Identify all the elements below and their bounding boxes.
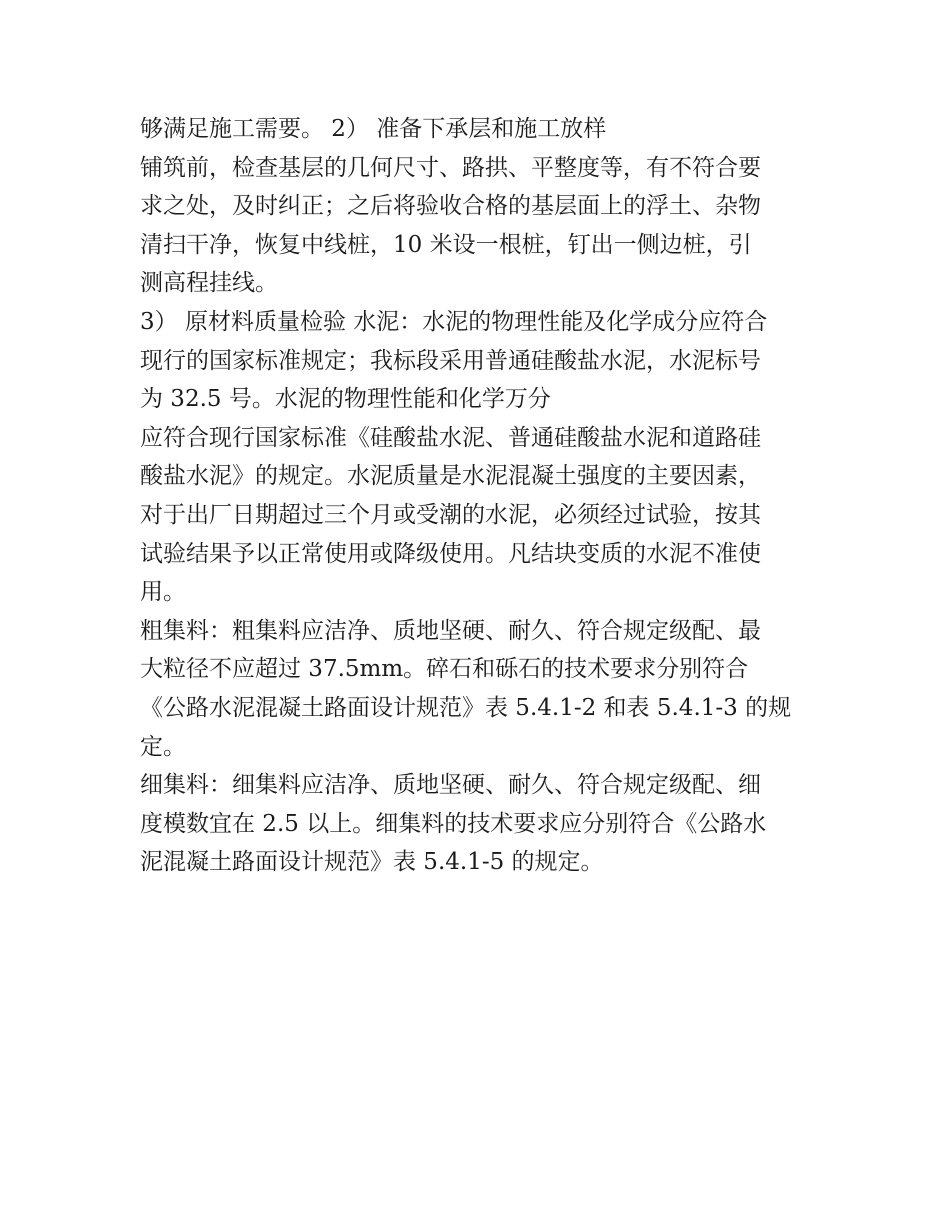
text-line: 现行的国家标准规定；我标段采用普通硅酸盐水泥，水泥标号 xyxy=(140,347,761,374)
text-line: 细集料：细集料应洁净、质地坚硬、耐久、符合规定级配、细 xyxy=(140,772,761,799)
text-line: 对于出厂日期超过三个月或受潮的水泥，必须经过试验，按其 xyxy=(140,501,761,528)
text-line: 粗集料：粗集料应洁净、质地坚硬、耐久、符合规定级配、最 xyxy=(140,617,761,644)
text-line: 铺筑前，检查基层的几何尺寸、路拱、平整度等，有不符合要 xyxy=(140,154,761,181)
text-line: 应符合现行国家标准《硅酸盐水泥、普通硅酸盐水泥和道路硅 xyxy=(140,424,761,451)
text-line: 清扫干净，恢复中线桩，10 米设一根桩，钉出一侧边桩，引 xyxy=(140,231,752,258)
text-line: 泥混凝土路面设计规范》表 5.4.1-5 的规定。 xyxy=(140,849,604,876)
text-line: 大粒径不应超过 37.5mm。碎石和砾石的技术要求分别符合 xyxy=(140,656,749,683)
text-line: 够满足施工需要。 2） 准备下承层和施工放样 xyxy=(140,116,607,142)
text-line: 3） 原材料质量检验 水泥：水泥的物理性能及化学成分应符合 xyxy=(140,308,768,335)
text-line: 度模数宜在 2.5 以上。细集料的技术要求应分别符合《公路水 xyxy=(140,810,767,837)
text-line: 用。 xyxy=(140,579,186,606)
text-line: 试验结果予以正常使用或降级使用。凡结块变质的水泥不准使 xyxy=(140,540,761,567)
text-line: 酸盐水泥》的规定。水泥质量是水泥混凝土强度的主要因素， xyxy=(140,463,761,490)
body-text xyxy=(140,110,830,882)
text-line: 《公路水泥混凝土路面设计规范》表 5.4.1-2 和表 5.4.1-3 的规 xyxy=(140,694,792,721)
text-line: 为 32.5 号。水泥的物理性能和化学万分 xyxy=(140,386,551,413)
text-line: 定。 xyxy=(140,733,186,760)
text-line: 求之处，及时纠正；之后将验收合格的基层面上的浮土、杂物 xyxy=(140,193,761,220)
text-line: 测高程挂线。 xyxy=(140,270,278,297)
